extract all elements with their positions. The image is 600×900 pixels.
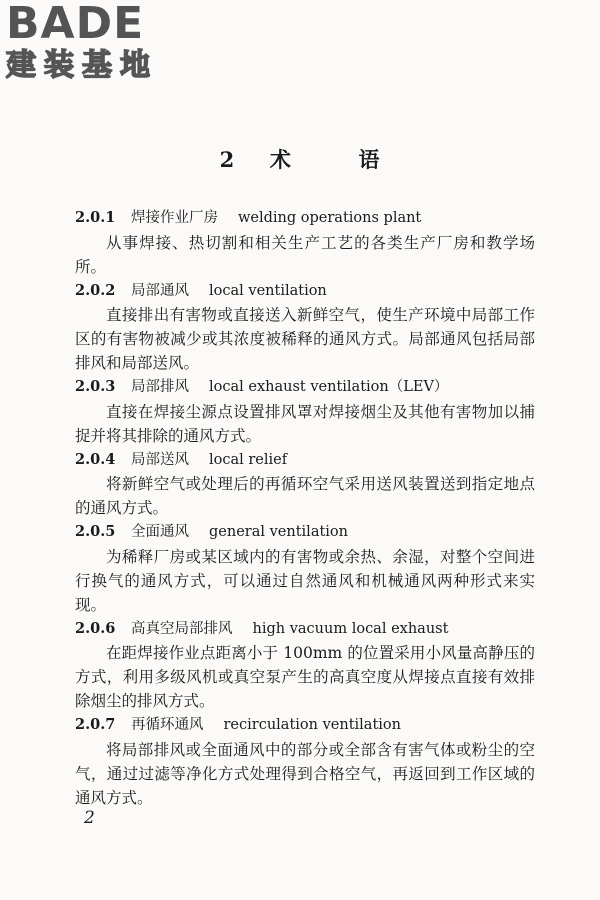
- term-en: welding operations plant: [238, 210, 422, 226]
- term-zh: 局部送风: [131, 451, 189, 468]
- term-definition: 将新鲜空气或处理后的再循环空气采用送风装置送到指定地点的通风方式。: [75, 475, 535, 517]
- term-zh: 高真空局部排风: [131, 620, 233, 637]
- logo-wordmark: BADE: [6, 0, 145, 49]
- term-en: high vacuum local exhaust: [252, 620, 449, 637]
- term-en: local ventilation: [209, 282, 327, 299]
- term-item: [75, 375, 535, 448]
- term-number: 2.0.2: [75, 281, 116, 299]
- chapter-title-char-2: 语: [358, 147, 381, 172]
- term-en: local relief: [209, 451, 288, 468]
- term-definition: 直接排出有害物或直接送入新鲜空气，使生产环境中局部工作区的有害物被减少或其浓度被稀释的通风方式。局部通风包括局部排风和局部送风。: [75, 306, 535, 372]
- term-number: 2.0.7: [75, 716, 116, 733]
- chapter-number: 2: [219, 147, 236, 172]
- term-number: 2.0.4: [75, 450, 116, 468]
- term-zh: 局部排风: [131, 379, 189, 395]
- terms-list: [75, 206, 535, 810]
- term-item: [75, 279, 535, 376]
- term-item: [75, 206, 535, 279]
- term-definition: 从事焊接、热切割和相关生产工艺的各类生产厂房和教学场所。: [75, 233, 535, 276]
- term-zh: 再循环通风: [131, 717, 204, 733]
- term-item: [75, 520, 535, 617]
- term-zh: 局部通风: [131, 282, 189, 299]
- term-definition: 直接在焊接尘源点设置排风罩对焊接烟尘及其他有害物加以捕捉并将其排除的通风方式。: [75, 402, 535, 445]
- term-en: recirculation ventilation: [223, 717, 401, 733]
- logo-subtitle: 建装基地: [6, 48, 158, 83]
- term-definition: 将局部排风或全面通风中的部分或全部含有害气体或粉尘的空气，通过过滤等净化方式处理得到合格空气，再返回到工作区域的通风方式。: [75, 740, 535, 807]
- term-number: 2.0.3: [75, 378, 116, 395]
- term-number: 2.0.6: [75, 619, 116, 637]
- term-item: [75, 617, 535, 714]
- term-zh: 全面通风: [131, 524, 189, 540]
- term-item: [75, 448, 535, 521]
- term-definition: 在距焊接作业点距离小于 100mm 的位置采用小风量高静压的方式，利用多级风机或真空泵产生的高真空度从焊接点直接有效排除烟尘的排风方式。: [75, 644, 535, 710]
- term-number: 2.0.5: [75, 523, 116, 540]
- term-number: 2.0.1: [75, 209, 116, 226]
- term-zh: 焊接作业厂房: [131, 210, 218, 226]
- chapter-title-char-1: 术: [269, 147, 292, 172]
- term-definition: 为稀释厂房或某区域内的有害物或余热、余湿，对整个空间进行换气的通风方式，可以通过自然通风和机械通风两种形式来实现。: [75, 547, 535, 614]
- chapter-title: [0, 144, 600, 174]
- bade-logo: [6, 2, 176, 92]
- term-en: local exhaust ventilation（LEV）: [209, 379, 449, 395]
- term-item: [75, 713, 535, 810]
- term-en: general ventilation: [209, 524, 348, 540]
- page-number: 2: [84, 808, 95, 828]
